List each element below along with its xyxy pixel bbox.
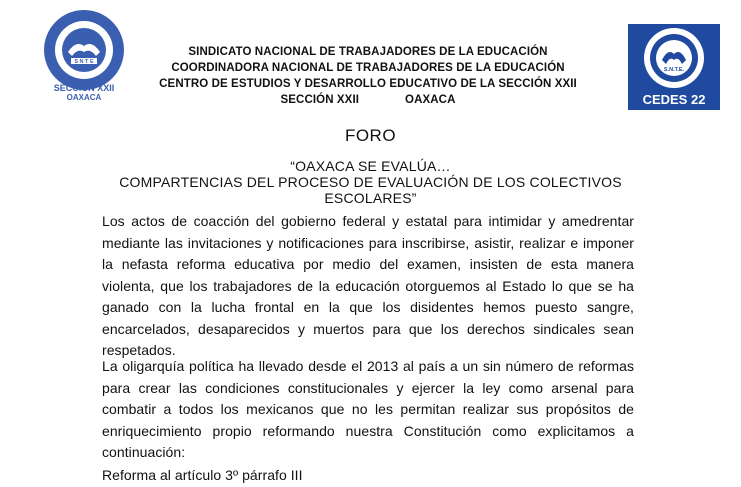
forum-subtitle [78,158,663,206]
paragraph-2: La oligarquía política ha llevado desde el 2013 al país a un sin número de reformas para crear las condiciones constitucionales y ejercer la ley como arsenal para combatir a todos los mexicanos que no les permitan realizar sus propósitos de enriquecimiento propio reformando nuestra Constitución como explicitamos a continuación: [102,358,634,460]
snte-seccion-xxii-logo [38,10,130,102]
subtitle-line-3: ESCOLARES” [324,190,417,206]
header-centro-estudios: CENTRO DE ESTUDIOS Y DESARROLLO EDUCATIVO DE LA SECCIÓN XXII [159,78,577,90]
document-header [150,44,586,108]
header-union-name: SINDICATO NACIONAL DE TRABAJADORES DE LA EDUCACIÓN [188,46,548,58]
logo-left-line2: OAXACA [66,93,102,102]
subtitle-line-2: COMPARTENCIAS DEL PROCESO DE EVALUACIÓN DE LOS COLECTIVOS [119,174,622,190]
logo-left-acronym: S N T E [74,59,94,65]
logo-left-line1: SECCION XXII [53,83,115,93]
subtitle-line-1: “OAXACA SE EVALÚA… [290,158,451,174]
page-title: FORO [344,126,397,145]
header-section: SECCIÓN XXII [280,94,360,106]
logo-right-acronym: S.N.T.E. [663,67,685,73]
header-section-line [150,92,586,108]
header-state: OAXACA [405,94,456,106]
paragraph-1: Los actos de coacción del gobierno federal y estatal para intimidar y amedrentar mediante las invitaciones y notificaciones para inscribirse, asistir, realizar e imponer la nefasta reforma educativa por medio del examen, insisten de esta manera violenta, que los trabajadores de la educación otorguemos al Estado lo que se ha ganado con la lucha frontal en la que los disidentes hemos puesto sangre, encarcelados, desaparecidos y muertos para que los derechos sindicales sean respetados. [102,213,634,358]
logo-right-label: CEDES 22 [642,92,706,107]
cedes-22-logo [628,24,720,110]
header-coordinadora: COORDINADORA NACIONAL DE TRABAJADORES DE LA EDUCACIÓN [171,62,565,74]
paragraph-3: Reforma al artículo 3º párrafo III [102,467,303,483]
